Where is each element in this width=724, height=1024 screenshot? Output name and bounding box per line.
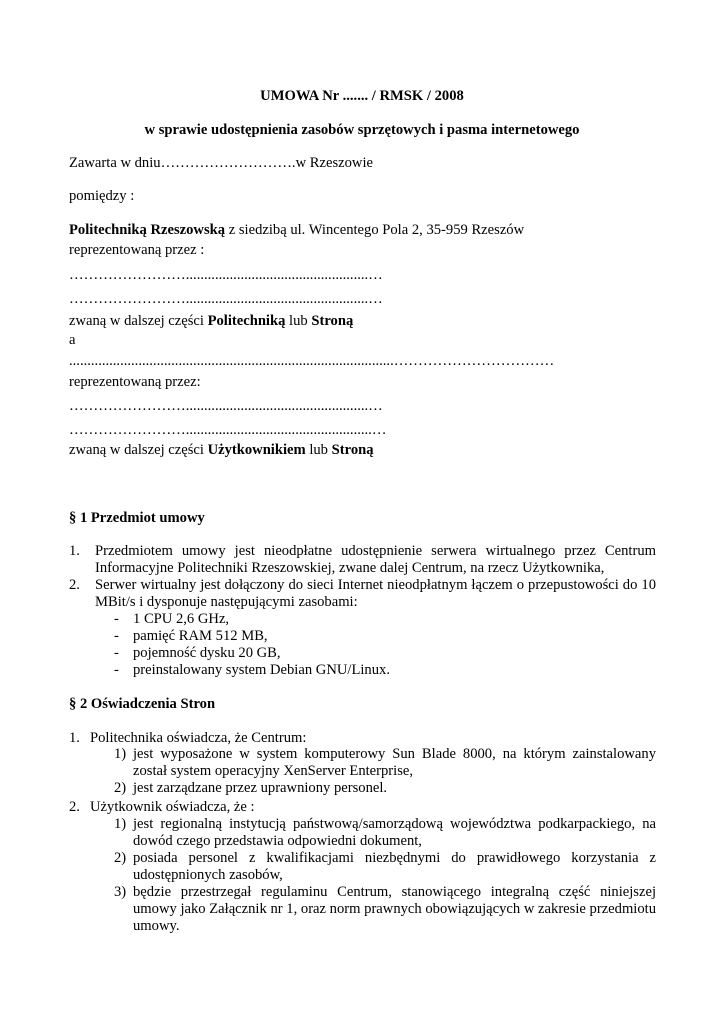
party2-name-line: .........................................................................................…………………………… <box>69 353 555 369</box>
resource-dash: - <box>114 645 119 661</box>
s2-p2-item2-num: 2) <box>114 850 127 866</box>
s2-p2-item1-num: 1) <box>114 816 127 832</box>
s2-p2-num: 2. <box>69 799 80 815</box>
party1-rep-line2: ……………………..................................................… <box>69 291 383 307</box>
s2-p2-text: Użytkownik oświadcza, że : <box>90 799 255 815</box>
resource-dash: - <box>114 611 119 627</box>
party1-line <box>69 222 524 239</box>
s2-p2-item3-text: będzie przestrzegał regulaminu Centrum, stanowiącego integralną część niniejszej umowy jako Załącznik nr 1, oraz norm prawnych obowiązujących w zakresie przedmiotu umowy. <box>133 884 656 934</box>
s1-item2-text: Serwer wirtualny jest dołączony do sieci Internet nieodpłatnym łączem o przepustowości do 10 MBit/s i dysponuje następującymi zasobami: <box>95 577 656 610</box>
section2-heading: § 2 Oświadczenia Stron <box>69 696 216 712</box>
s1-item1-num: 1. <box>69 543 80 559</box>
resource-item: pamięć RAM 512 MB, <box>133 628 268 644</box>
resource-item: 1 CPU 2,6 GHz, <box>133 611 230 627</box>
s2-p2-item2-text: posiada personel z kwalifikacjami niezbędnymi do prawidłowego korzystania z udostępnionych zasobów, <box>133 850 656 883</box>
s2-p1-item2-text: jest zarządzane przez uprawniony personel. <box>133 780 388 796</box>
section1-heading: § 1 Przedmiot umowy <box>69 510 205 526</box>
party1-represented: reprezentowaną przez : <box>69 242 205 258</box>
s1-item1-text: Przedmiotem umowy jest nieodpłatne udostępnienie serwera wirtualnego przez Centrum Informacyjne Politechniki Rzeszowskiej, zwane dalej Centrum, na rzecz Użytkownika, <box>95 543 656 576</box>
contract-subtitle: w sprawie udostępnienia zasobów sprzętowych i pasma internetowego <box>144 122 580 138</box>
party2-rep-line1: ……………………..................................................… <box>69 398 383 414</box>
resource-dash: - <box>114 662 119 678</box>
s2-p1-item2-num: 2) <box>114 780 127 796</box>
party1-called: zwaną w dalszej części Politechniką lub Stroną <box>69 313 354 329</box>
party2-called: zwaną w dalszej części Użytkownikiem lub Stroną <box>69 442 374 458</box>
party1-rep-line1: ……………………..................................................… <box>69 267 383 283</box>
and-label: a <box>69 332 76 348</box>
resource-dash: - <box>114 628 119 644</box>
contract-title: UMOWA Nr ....... / RMSK / 2008 <box>260 88 464 104</box>
concluded-line: Zawarta w dniu……………………….w Rzeszowie <box>69 155 373 171</box>
party1-name: Politechniką Rzeszowską <box>69 222 226 238</box>
s1-item2-num: 2. <box>69 577 80 593</box>
s2-p1-item1-text: jest wyposażone w system komputerowy Sun Blade 8000, na którym zainstalowany został system operacyjny XenServer Enterprise, <box>133 746 656 779</box>
s2-p2-item3-num: 3) <box>114 884 127 900</box>
resource-item: preinstalowany system Debian GNU/Linux. <box>133 662 390 678</box>
s2-p2-item1-text: jest regionalną instytucją państwową/samorządową województwa podkarpackiego, na dowód czego przedstawia odpowiedni dokument, <box>133 816 656 849</box>
party2-rep-line2: ……………………...................................................… <box>69 422 387 438</box>
party2-represented: reprezentowaną przez: <box>69 374 201 390</box>
resource-item: pojemność dysku 20 GB, <box>133 645 281 661</box>
between-label: pomiędzy : <box>69 188 135 204</box>
s2-p1-item1-num: 1) <box>114 746 127 762</box>
s2-p1-text: Politechnika oświadcza, że Centrum: <box>90 730 307 746</box>
s2-p1-num: 1. <box>69 730 80 746</box>
party1-address: z siedzibą ul. Wincentego Pola 2, 35-959 Rzeszów <box>225 222 525 238</box>
